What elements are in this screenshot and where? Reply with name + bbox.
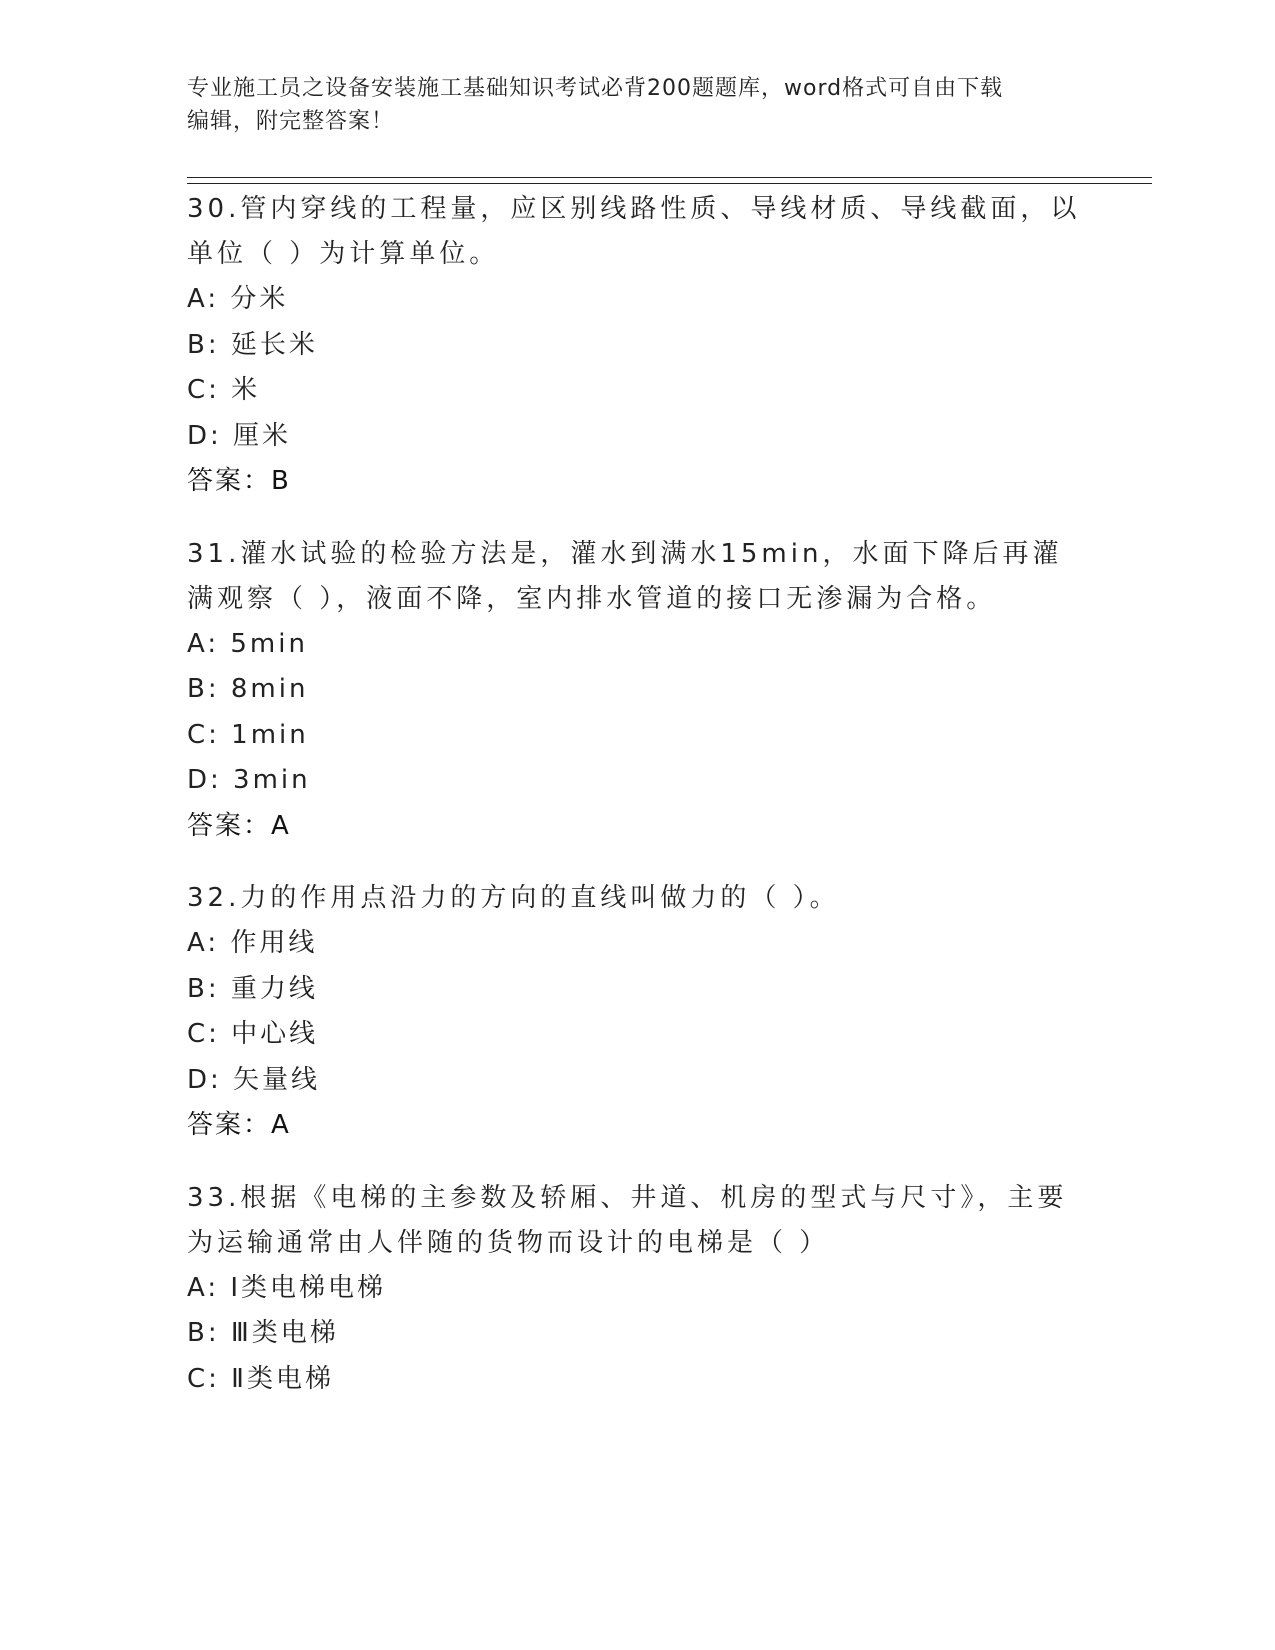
question-31 bbox=[187, 532, 1087, 850]
option-a: A: 分米 bbox=[187, 284, 289, 314]
option-c: C: Ⅱ类电梯 bbox=[187, 1363, 334, 1394]
answer-line: 答案：B bbox=[187, 466, 291, 496]
header-title-line-1: 专业施工员之设备安装施工基础知识考试必背200题题库，word格式可自由下载 bbox=[187, 76, 1004, 101]
question-30 bbox=[187, 187, 1087, 505]
question-stem: 31.灌水试验的检验方法是，灌水到满水15min，水面下降后再灌满观察（ ），液面不降，室内排水管道的接口无渗漏为合格。 bbox=[187, 538, 1063, 614]
answer-line: 答案：A bbox=[187, 1110, 291, 1140]
option-a: A: Ⅰ类电梯电梯 bbox=[187, 1272, 387, 1303]
option-c: C: 中心线 bbox=[187, 1019, 319, 1049]
answer-line: 答案：A bbox=[187, 810, 291, 841]
header-title-line-2: 编辑，附完整答案！ bbox=[187, 109, 395, 134]
document-header bbox=[187, 72, 1067, 138]
option-a: A: 5min bbox=[187, 628, 308, 659]
header-divider-bottom bbox=[187, 183, 1152, 184]
option-d: D: 3min bbox=[187, 765, 311, 795]
question-stem: 32.力的作用点沿力的方向的直线叫做力的（ ）。 bbox=[187, 883, 840, 913]
question-32 bbox=[187, 876, 1087, 1149]
option-a: A: 作用线 bbox=[187, 928, 318, 958]
question-stem: 30.管内穿线的工程量，应区别线路性质、导线材质、导线截面，以单位（ ）为计算单位。 bbox=[187, 194, 1081, 269]
option-d: D: 厘米 bbox=[187, 420, 292, 451]
option-c: C: 米 bbox=[187, 375, 261, 405]
option-c: C: 1min bbox=[187, 719, 309, 750]
option-d: D: 矢量线 bbox=[187, 1064, 321, 1095]
question-33 bbox=[187, 1176, 1087, 1403]
option-b: B: 重力线 bbox=[187, 973, 318, 1004]
option-b: B: 8min bbox=[187, 674, 309, 704]
question-list bbox=[187, 187, 1087, 1429]
option-b: B: 延长米 bbox=[187, 329, 318, 360]
question-stem: 33.根据《电梯的主参数及轿厢、井道、机房的型式与尺寸》，主要为运输通常由人伴随的货物而设计的电梯是（ ） bbox=[187, 1182, 1068, 1258]
header-divider-top bbox=[187, 177, 1152, 178]
option-b: B: Ⅲ类电梯 bbox=[187, 1318, 339, 1348]
